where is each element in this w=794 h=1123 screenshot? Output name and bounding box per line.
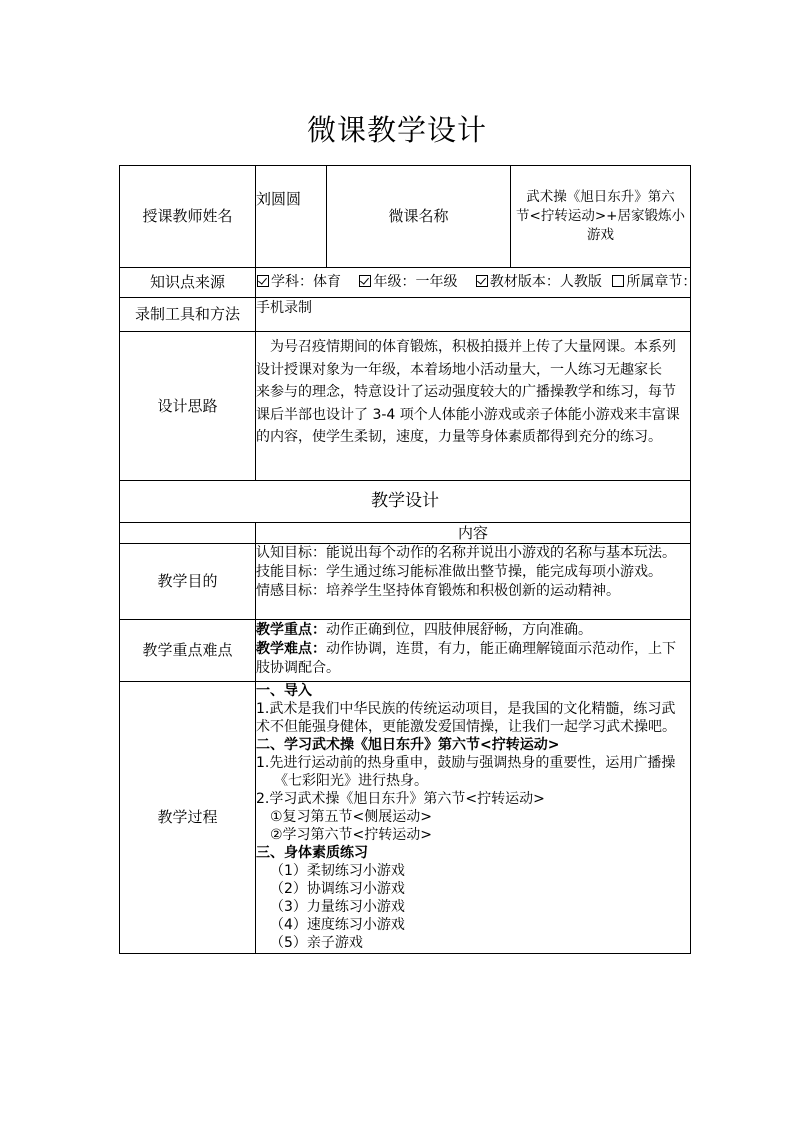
key-point-label: 教学重点： [256, 622, 326, 638]
checkbox-empty-icon [612, 275, 624, 287]
section-title: 教学设计 [120, 481, 691, 523]
process-game: （1）柔韧练习小游戏 [270, 863, 405, 879]
idea-line: 为号召疫情期间的体育锻炼，积极拍摄并上传了大量网课。本系列 [270, 339, 676, 355]
checkbox-checked-icon [476, 275, 488, 287]
row-design-idea [120, 332, 691, 481]
checkbox-checked-icon [257, 275, 269, 287]
course-label: 微课名称 [327, 166, 511, 268]
difficulty-line: 肢协调配合。 [256, 660, 340, 676]
idea-label: 设计思路 [120, 332, 256, 481]
process-game: （2）协调练习小游戏 [270, 881, 405, 897]
difficulty-label: 教学难点： [256, 641, 326, 657]
source-item-text: 年级：一年级 [373, 274, 458, 290]
course-name-line: 节<拧转运动>+居家锻炼小 [516, 208, 685, 224]
goal-line: 技能目标：学生通过练习能标准做出整节操，能完成每项小游戏。 [256, 564, 662, 580]
process-text [256, 682, 691, 954]
source-item-text: 所属章节： [626, 274, 697, 290]
course-name [511, 166, 691, 268]
source-item-text: 学科：体育 [271, 274, 341, 290]
idea-line: 设计授课对象为一年级，本着场地小活动量大，一人练习无趣家长 [256, 361, 662, 378]
process-game: （5）亲子游戏 [270, 935, 363, 951]
source-options [256, 268, 697, 298]
process-line: 2.学习武术操《旭日东升》第六节<拧转运动> [256, 791, 545, 807]
row-tool [120, 298, 691, 332]
teacher-label: 授课教师姓名 [120, 166, 256, 268]
document-title: 微课教学设计 [306, 113, 487, 147]
content-header: 内容 [256, 523, 691, 544]
tool-label: 录制工具和方法 [120, 298, 256, 332]
row-process [120, 682, 691, 954]
key-point-text: 动作正确到位，四肢伸展舒畅，方向准确。 [326, 622, 592, 638]
row-source [120, 268, 691, 298]
process-heading: 二、学习武术操《旭日东升》第六节<拧转运动> [256, 737, 560, 753]
content-header-blank [120, 523, 256, 544]
idea-line: 来参与的理念，特意设计了运动强度较大的广播操教学和练习，每节 [256, 384, 676, 400]
lesson-design-table [119, 165, 697, 954]
goal-line: 认知目标：能说出每个动作的名称并说出小游戏的名称与基本玩法。 [256, 545, 676, 561]
process-subitem: ②学习第六节<拧转运动> [270, 827, 433, 843]
process-heading: 三、身体素质练习 [256, 845, 368, 861]
key-point-line [256, 621, 690, 640]
process-game: （3）力量练习小游戏 [270, 899, 405, 915]
key-label: 教学重点难点 [120, 620, 256, 682]
process-game: （4）速度练习小游戏 [270, 917, 405, 933]
teacher-name: 刘圆圆 [256, 166, 327, 268]
source-item-subject [257, 274, 341, 290]
source-item-grade [359, 274, 457, 290]
idea-line: 课后半部也设计了 3-4 项个人体能小游戏或亲子体能小游戏来丰富课 [256, 406, 680, 423]
source-item-text: 教材版本：人教版 [489, 274, 602, 290]
goal-label: 教学目的 [120, 544, 256, 620]
difficulty-line [256, 640, 690, 659]
idea-line: 的内容，使学生柔韧，速度，力量等身体素质都得到充分的练习。 [256, 429, 662, 445]
source-item-edition [476, 274, 602, 290]
goal-text [256, 544, 691, 620]
checkbox-checked-icon [359, 275, 371, 287]
course-name-line: 游戏 [587, 227, 614, 243]
row-content-header [120, 523, 691, 544]
goal-line: 情感目标：培养学生坚持体育锻炼和积极创新的运动精神。 [256, 583, 620, 599]
key-text [256, 620, 691, 682]
process-line: 《七彩阳光》进行热身。 [274, 773, 428, 789]
row-goals [120, 544, 691, 620]
process-label: 教学过程 [120, 682, 256, 954]
process-line: 1.先进行运动前的热身重申，鼓励与强调热身的重要性，运用广播操 [256, 755, 676, 771]
source-label: 知识点来源 [120, 268, 256, 298]
row-section-title [120, 481, 691, 523]
course-name-line: 武术操《旭日东升》第六 [526, 189, 675, 205]
process-line: 1.武术是我们中华民族的传统运动项目，是我国的文化精髓，练习武 [256, 701, 676, 717]
row-teacher-course [120, 166, 691, 268]
process-subitem: ①复习第五节<侧展运动> [270, 809, 433, 825]
process-line: 术不但能强身健体，更能激发爱国情操，让我们一起学习武术操吧。 [256, 719, 676, 735]
process-heading: 一、导入 [256, 683, 312, 699]
source-item-chapter [612, 274, 696, 290]
idea-text [256, 332, 691, 481]
difficulty-text: 动作协调，连贯，有力，能正确理解镜面示范动作，上下 [326, 641, 676, 657]
row-key-difficulty [120, 620, 691, 682]
tool-value: 手机录制 [256, 298, 691, 332]
